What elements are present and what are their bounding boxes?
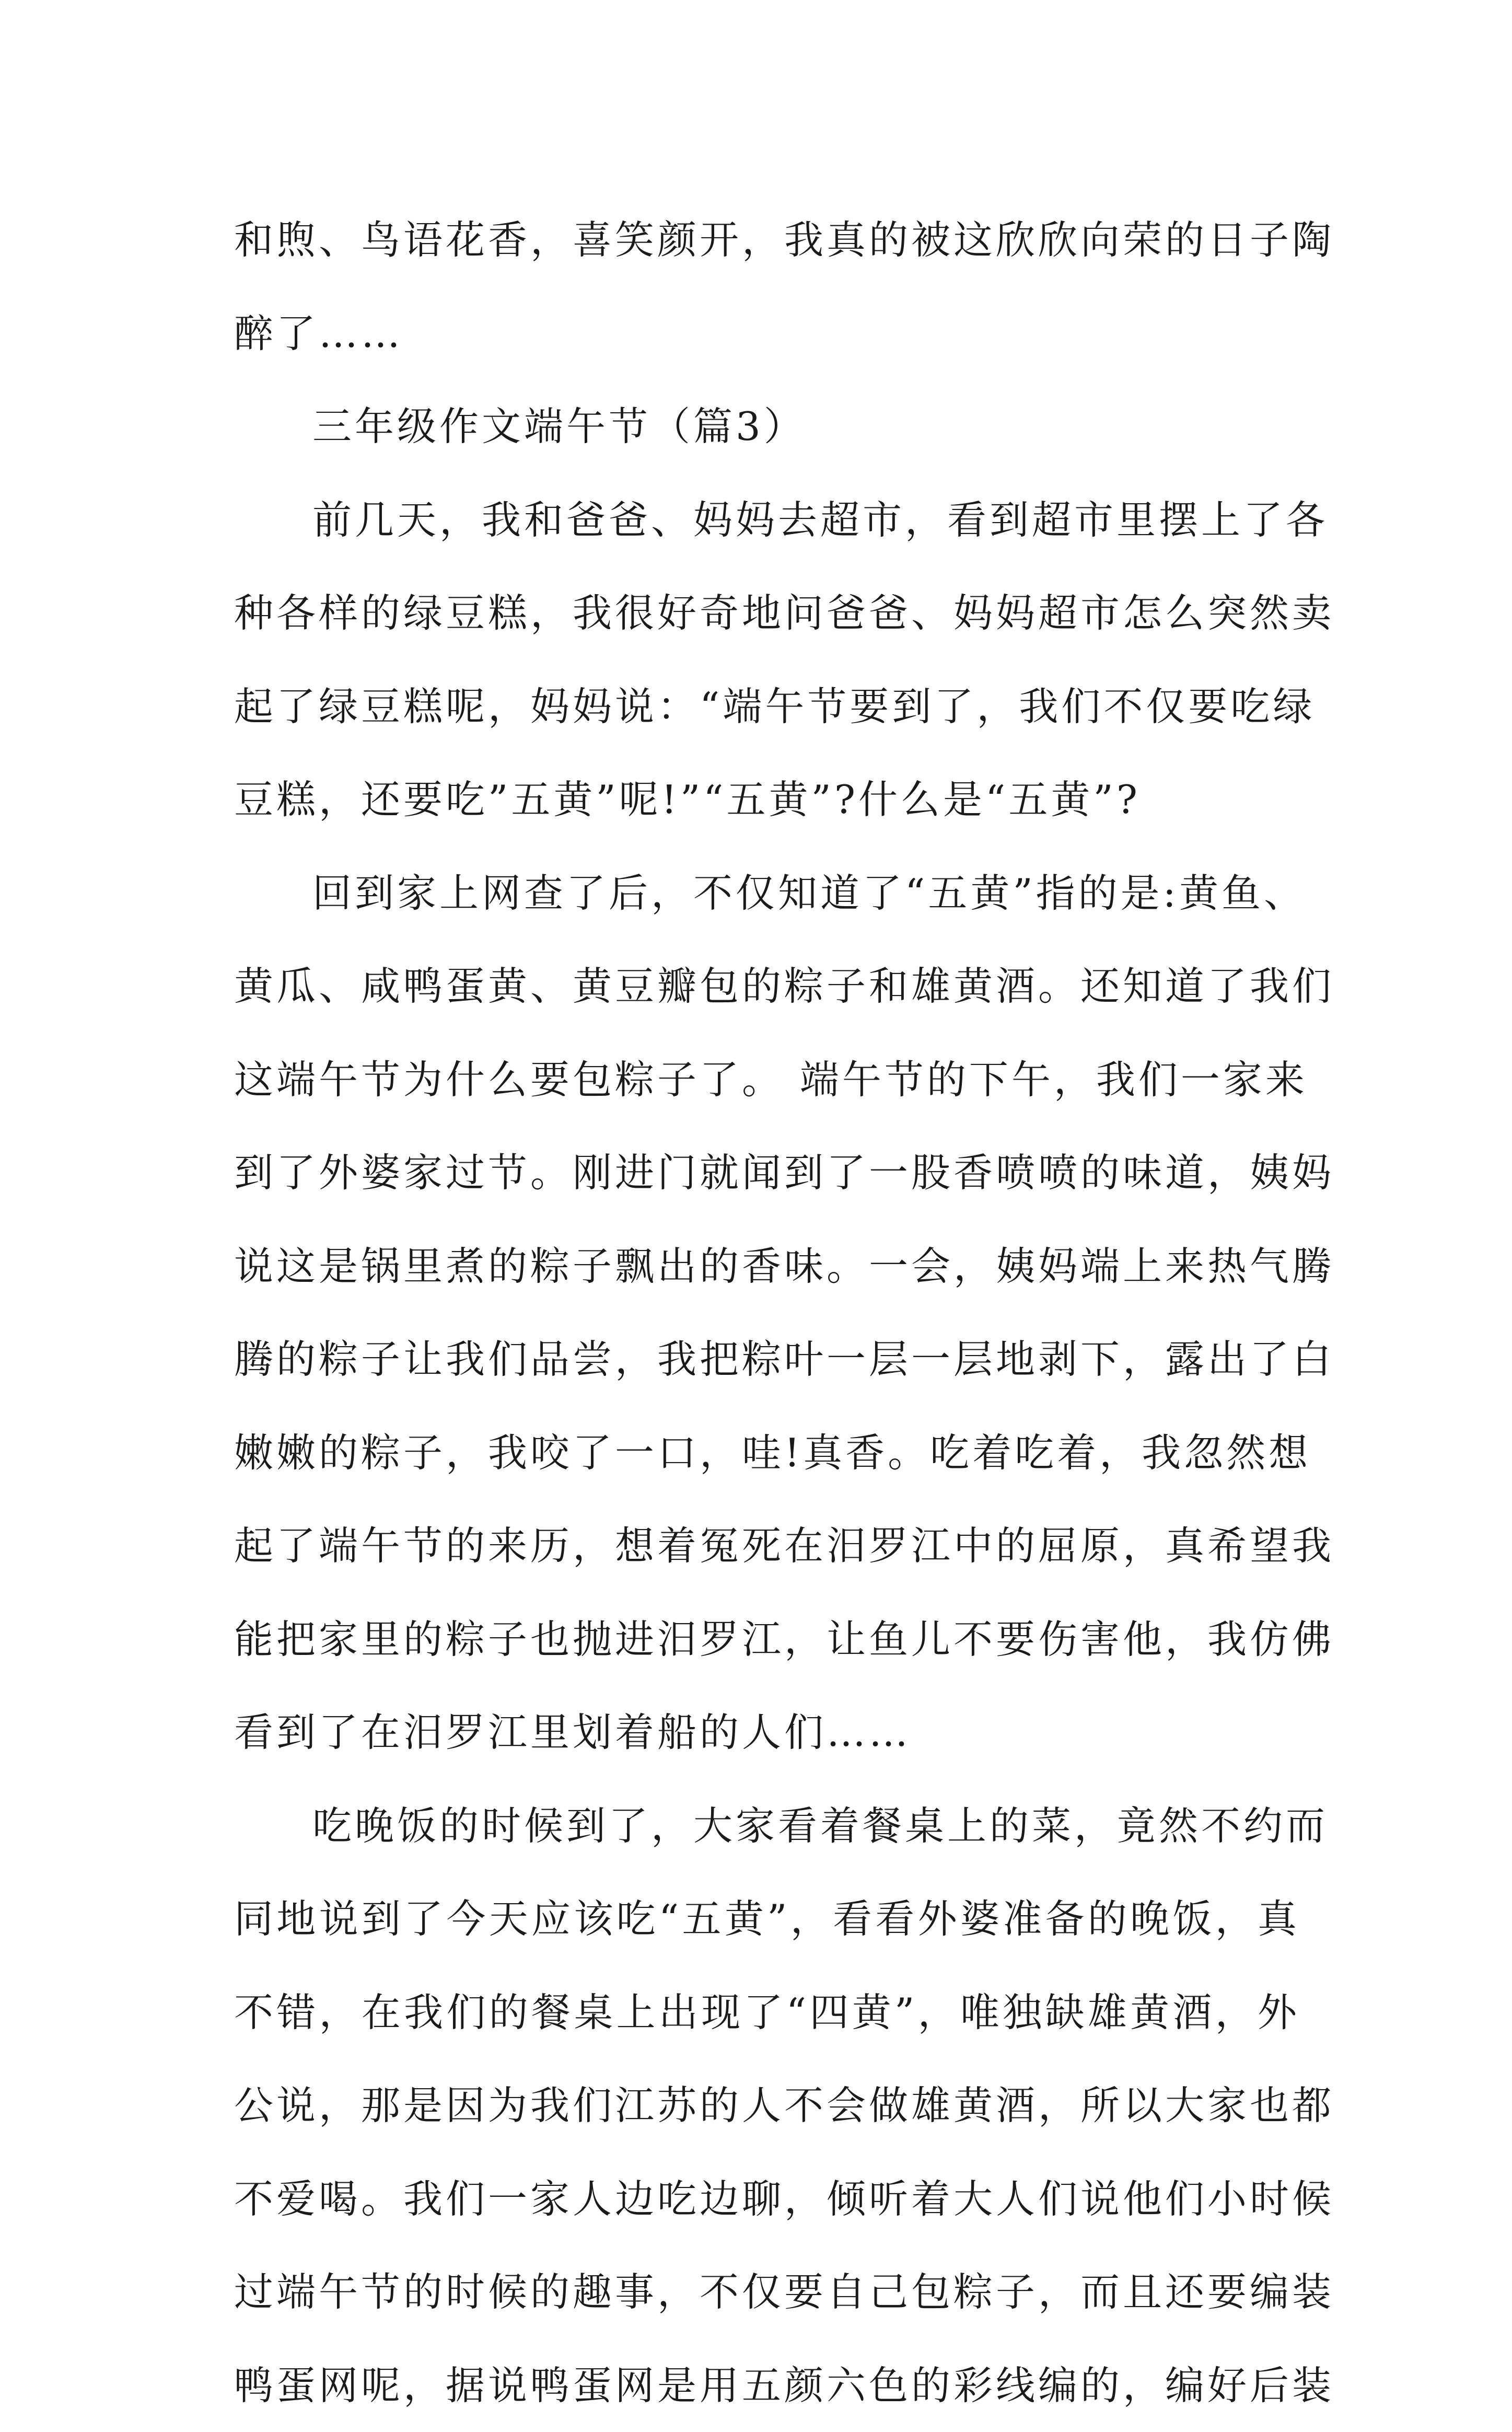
text-line: 说这是锅里煮的粽子飘出的香味。一会，姨妈端上来热气腾 [234, 1220, 1300, 1313]
text-line: 鸭蛋网呢，据说鸭蛋网是用五颜六色的彩线编的，编好后装 [234, 2339, 1300, 2432]
text-line: 前几天，我和爸爸、妈妈去超市，看到超市里摆上了各 [234, 473, 1300, 567]
text-line: 公说，那是因为我们江苏的人不会做雄黄酒，所以大家也都 [234, 2059, 1300, 2152]
text-line: 这端午节为什么要包粽子了。 端午节的下午，我们一家来 [234, 1033, 1300, 1127]
section-heading: 三年级作文端午节（篇3） [234, 380, 1300, 473]
text-line: 起了端午节的来历，想着冤死在汨罗江中的屈原，真希望我 [234, 1499, 1300, 1593]
text-line: 黄瓜、咸鸭蛋黄、黄豆瓣包的粽子和雄黄酒。还知道了我们 [234, 940, 1300, 1033]
text-line: 豆糕，还要吃”五黄”呢!”“五黄”?什么是“五黄”? [234, 753, 1300, 847]
text-line: 醉了…… [234, 287, 1300, 380]
text-line: 嫩嫩的粽子，我咬了一口，哇!真香。吃着吃着，我忽然想 [234, 1406, 1300, 1500]
text-line: 吃晚饭的时候到了，大家看着餐桌上的菜，竟然不约而 [234, 1779, 1300, 1873]
text-line: 过端午节的时候的趣事，不仅要自己包粽子，而且还要编装 [234, 2245, 1300, 2339]
text-line: 种各样的绿豆糕，我很好奇地问爸爸、妈妈超市怎么突然卖 [234, 566, 1300, 660]
text-line: 同地说到了今天应该吃“五黄”，看看外婆准备的晚饭，真 [234, 1872, 1300, 1966]
text-line: 和煦、鸟语花香，喜笑颜开，我真的被这欣欣向荣的日子陶 [234, 193, 1300, 287]
text-line: 腾的粽子让我们品尝，我把粽叶一层一层地剥下，露出了白 [234, 1313, 1300, 1406]
essay-body [234, 193, 1300, 2432]
text-line: 回到家上网查了后，不仅知道了“五黄”指的是:黄鱼、 [234, 847, 1300, 940]
text-line: 到了外婆家过节。刚进门就闻到了一股香喷喷的味道，姨妈 [234, 1126, 1300, 1220]
text-line: 不爱喝。我们一家人边吃边聊，倾听着大人们说他们小时候 [234, 2152, 1300, 2246]
text-line: 能把家里的粽子也抛进汨罗江，让鱼儿不要伤害他，我仿佛 [234, 1593, 1300, 1686]
text-line: 起了绿豆糕呢，妈妈说：“端午节要到了，我们不仅要吃绿 [234, 660, 1300, 754]
text-line: 不错，在我们的餐桌上出现了“四黄”，唯独缺雄黄酒，外 [234, 1966, 1300, 2059]
text-line: 看到了在汨罗江里划着船的人们…… [234, 1686, 1300, 1779]
